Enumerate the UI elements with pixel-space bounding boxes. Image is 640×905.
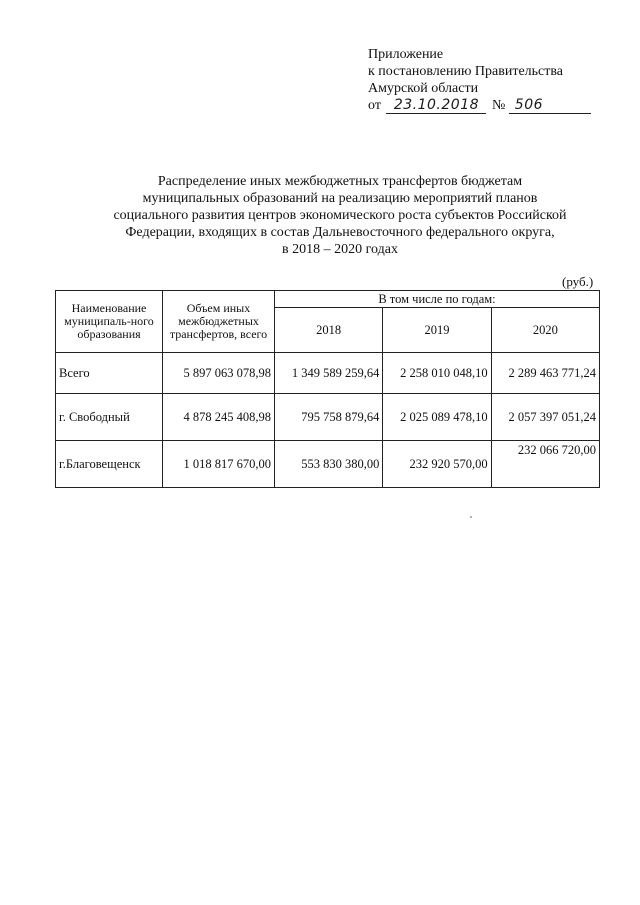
scan-speck: [470, 516, 472, 518]
row-2019: 2 025 089 478,10: [383, 394, 491, 441]
appendix-header: [368, 46, 591, 114]
header-year-2020: 2020: [491, 308, 599, 353]
row-name: Всего: [56, 353, 163, 394]
header-year-2018: 2018: [275, 308, 383, 353]
table-row: [56, 353, 600, 394]
appendix-line-3: Амурской области: [368, 81, 479, 96]
row-2020: 2 289 463 771,24: [491, 353, 599, 394]
table-row: [56, 441, 600, 488]
date-field: [386, 98, 486, 114]
row-name: г. Свободный: [56, 394, 163, 441]
number-prefix: №: [491, 98, 506, 113]
appendix-line-1: Приложение: [368, 47, 444, 62]
row-2020: 232 066 720,00: [491, 441, 599, 488]
number-field: [509, 98, 591, 114]
date-number-line: [368, 97, 591, 114]
unit-label: (руб.): [562, 274, 594, 289]
title-line-5: в 2018 – 2020 годах: [282, 242, 398, 257]
table-row: [56, 394, 600, 441]
row-2020: 2 057 397 051,24: [491, 394, 599, 441]
header-year-2019: 2019: [383, 308, 491, 353]
date-handwritten: 23.10.2018: [393, 97, 480, 113]
row-total: 5 897 063 078,98: [163, 353, 275, 394]
transfers-table: [55, 290, 600, 488]
date-prefix: от: [368, 98, 381, 113]
row-2018: 1 349 589 259,64: [275, 353, 383, 394]
row-total: 1 018 817 670,00: [163, 441, 275, 488]
title-line-1: Распределение иных межбюджетных трансфертов бюджетам: [157, 174, 523, 189]
row-2018: 795 758 879,64: [275, 394, 383, 441]
row-2019: 2 258 010 048,10: [383, 353, 491, 394]
title-line-3: социального развития центров экономического роста субъектов Российской: [113, 208, 567, 223]
header-municipality: Наименование муниципаль-ного образования: [56, 291, 163, 353]
title-line-2: муниципальных образований на реализацию мероприятий планов: [142, 191, 538, 206]
header-by-years: В том числе по годам:: [275, 291, 600, 308]
row-total: 4 878 245 408,98: [163, 394, 275, 441]
appendix-line-2: к постановлению Правительства: [368, 64, 564, 79]
header-total: Объем иных межбюджетных трансфертов, всего: [163, 291, 275, 353]
table-header-row: [56, 291, 600, 308]
row-name: г.Благовещенск: [56, 441, 163, 488]
number-handwritten: 506: [514, 97, 544, 113]
row-2019: 232 920 570,00: [383, 441, 491, 488]
document-title: [70, 173, 610, 258]
row-2018: 553 830 380,00: [275, 441, 383, 488]
title-line-4: Федерации, входящих в состав Дальневосточного федерального округа,: [125, 225, 555, 240]
